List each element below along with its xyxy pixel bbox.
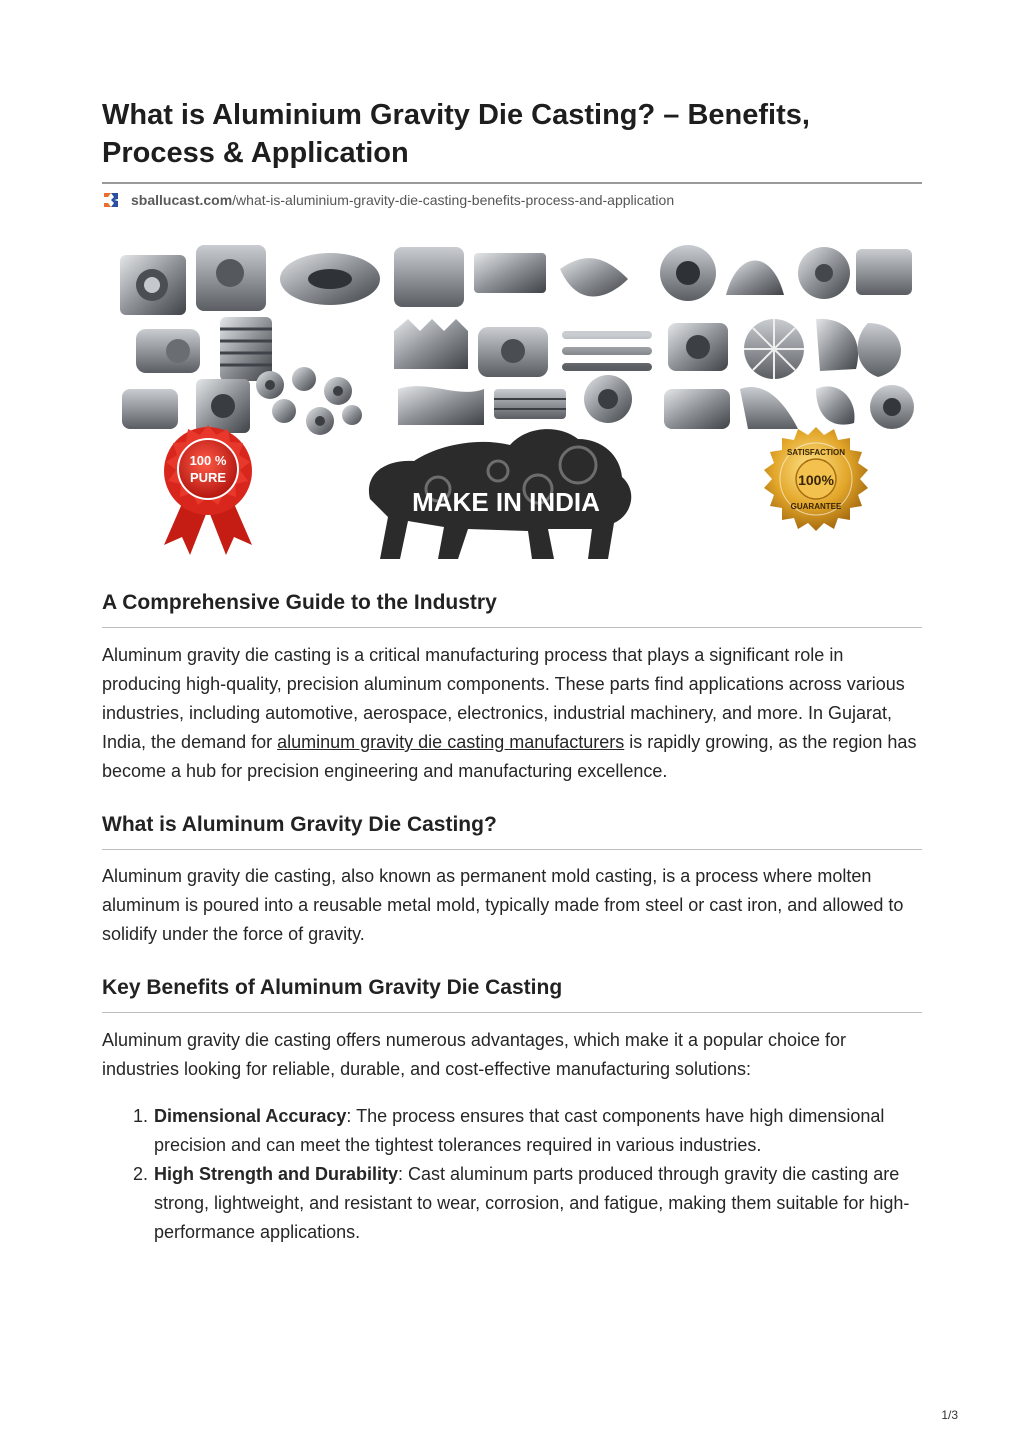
benefit-desc: : The process ensures that cast components have high dimensional precision and can meet the tightest tolerances required in various industries. <box>154 1106 885 1155</box>
section-heading-what-is: What is Aluminum Gravity Die Casting? <box>102 813 497 836</box>
title-divider <box>102 182 922 184</box>
benefits-list <box>102 1102 922 1247</box>
benefit-term: High Strength and Durability <box>154 1164 399 1184</box>
lion-text: MAKE IN INDIA <box>412 487 600 517</box>
source-path[interactable]: /what-is-aluminium-gravity-die-casting-benefits-process-and-application <box>232 192 675 208</box>
lion-logo-icon <box>369 429 631 559</box>
hero-image <box>108 239 916 561</box>
page-title: What is Aluminium Gravity Die Casting? – Benefits, Process & Application <box>102 99 810 169</box>
guarantee-badge-icon <box>764 427 868 531</box>
section-divider <box>102 627 922 628</box>
guarantee-badge-top: SATISFACTION <box>786 448 846 457</box>
list-item <box>153 1102 922 1160</box>
section-heading-benefits: Key Benefits of Aluminum Gravity Die Casting <box>102 976 563 999</box>
section-guide <box>102 589 922 786</box>
paragraph-guide <box>102 641 922 786</box>
source-url[interactable] <box>102 191 922 209</box>
section-divider <box>102 849 922 850</box>
benefit-term: Dimensional Accuracy <box>154 1106 347 1126</box>
section-benefits <box>102 974 922 1247</box>
section-what-is <box>102 811 922 949</box>
pure-badge-line1: 100 % <box>189 453 227 468</box>
source-domain[interactable]: sballucast.com <box>131 192 233 208</box>
page-number: 1/3 <box>941 1408 958 1422</box>
pure-badge-line2: PURE <box>189 470 227 485</box>
guarantee-badge-center: 100% <box>798 472 834 488</box>
section-divider <box>102 1012 922 1013</box>
castings-group-right <box>660 245 914 429</box>
paragraph-benefits-intro: Aluminum gravity die casting offers numerous advantages, which make it a popular choice for industries looking for reliable, durable, and cost-effective manufacturing solutions: <box>102 1030 847 1079</box>
paragraph-guide-text-1: Aluminum gravity die casting is a critical manufacturing process that plays a significant role in producing high-quality, precision aluminum components. These parts find applications across various industries, including automotive, aerospace, electronics, industrial machinery, and more. In Gujarat, India, the demand for <box>102 645 905 752</box>
benefit-desc: : Cast aluminum parts produced through gravity die casting are strong, lightweight, and resistant to wear, corrosion, and fatigue, making them suitable for high-performance applications. <box>154 1164 910 1242</box>
pure-badge-icon <box>164 425 252 555</box>
paragraph-guide-text-2: is rapidly growing, as the region has become a hub for precision engineering and manufacturing excellence. <box>102 732 917 781</box>
document-page <box>102 96 922 1247</box>
guarantee-badge-bottom: GUARANTEE <box>790 502 842 511</box>
hero-collage <box>108 239 916 561</box>
castings-group-left <box>120 245 380 435</box>
section-heading-guide: A Comprehensive Guide to the Industry <box>102 591 497 614</box>
paragraph-what-is: Aluminum gravity die casting, also known as permanent mold casting, is a process where molten aluminum is poured into a reusable metal mold, typically made from steel or cast iron, and allowed to solidify under the force of gravity. <box>102 866 904 944</box>
sb-logo-icon <box>102 191 120 209</box>
list-item <box>153 1160 922 1247</box>
manufacturers-link[interactable]: aluminum gravity die casting manufacturers <box>277 732 625 752</box>
castings-group-middle <box>382 239 654 429</box>
